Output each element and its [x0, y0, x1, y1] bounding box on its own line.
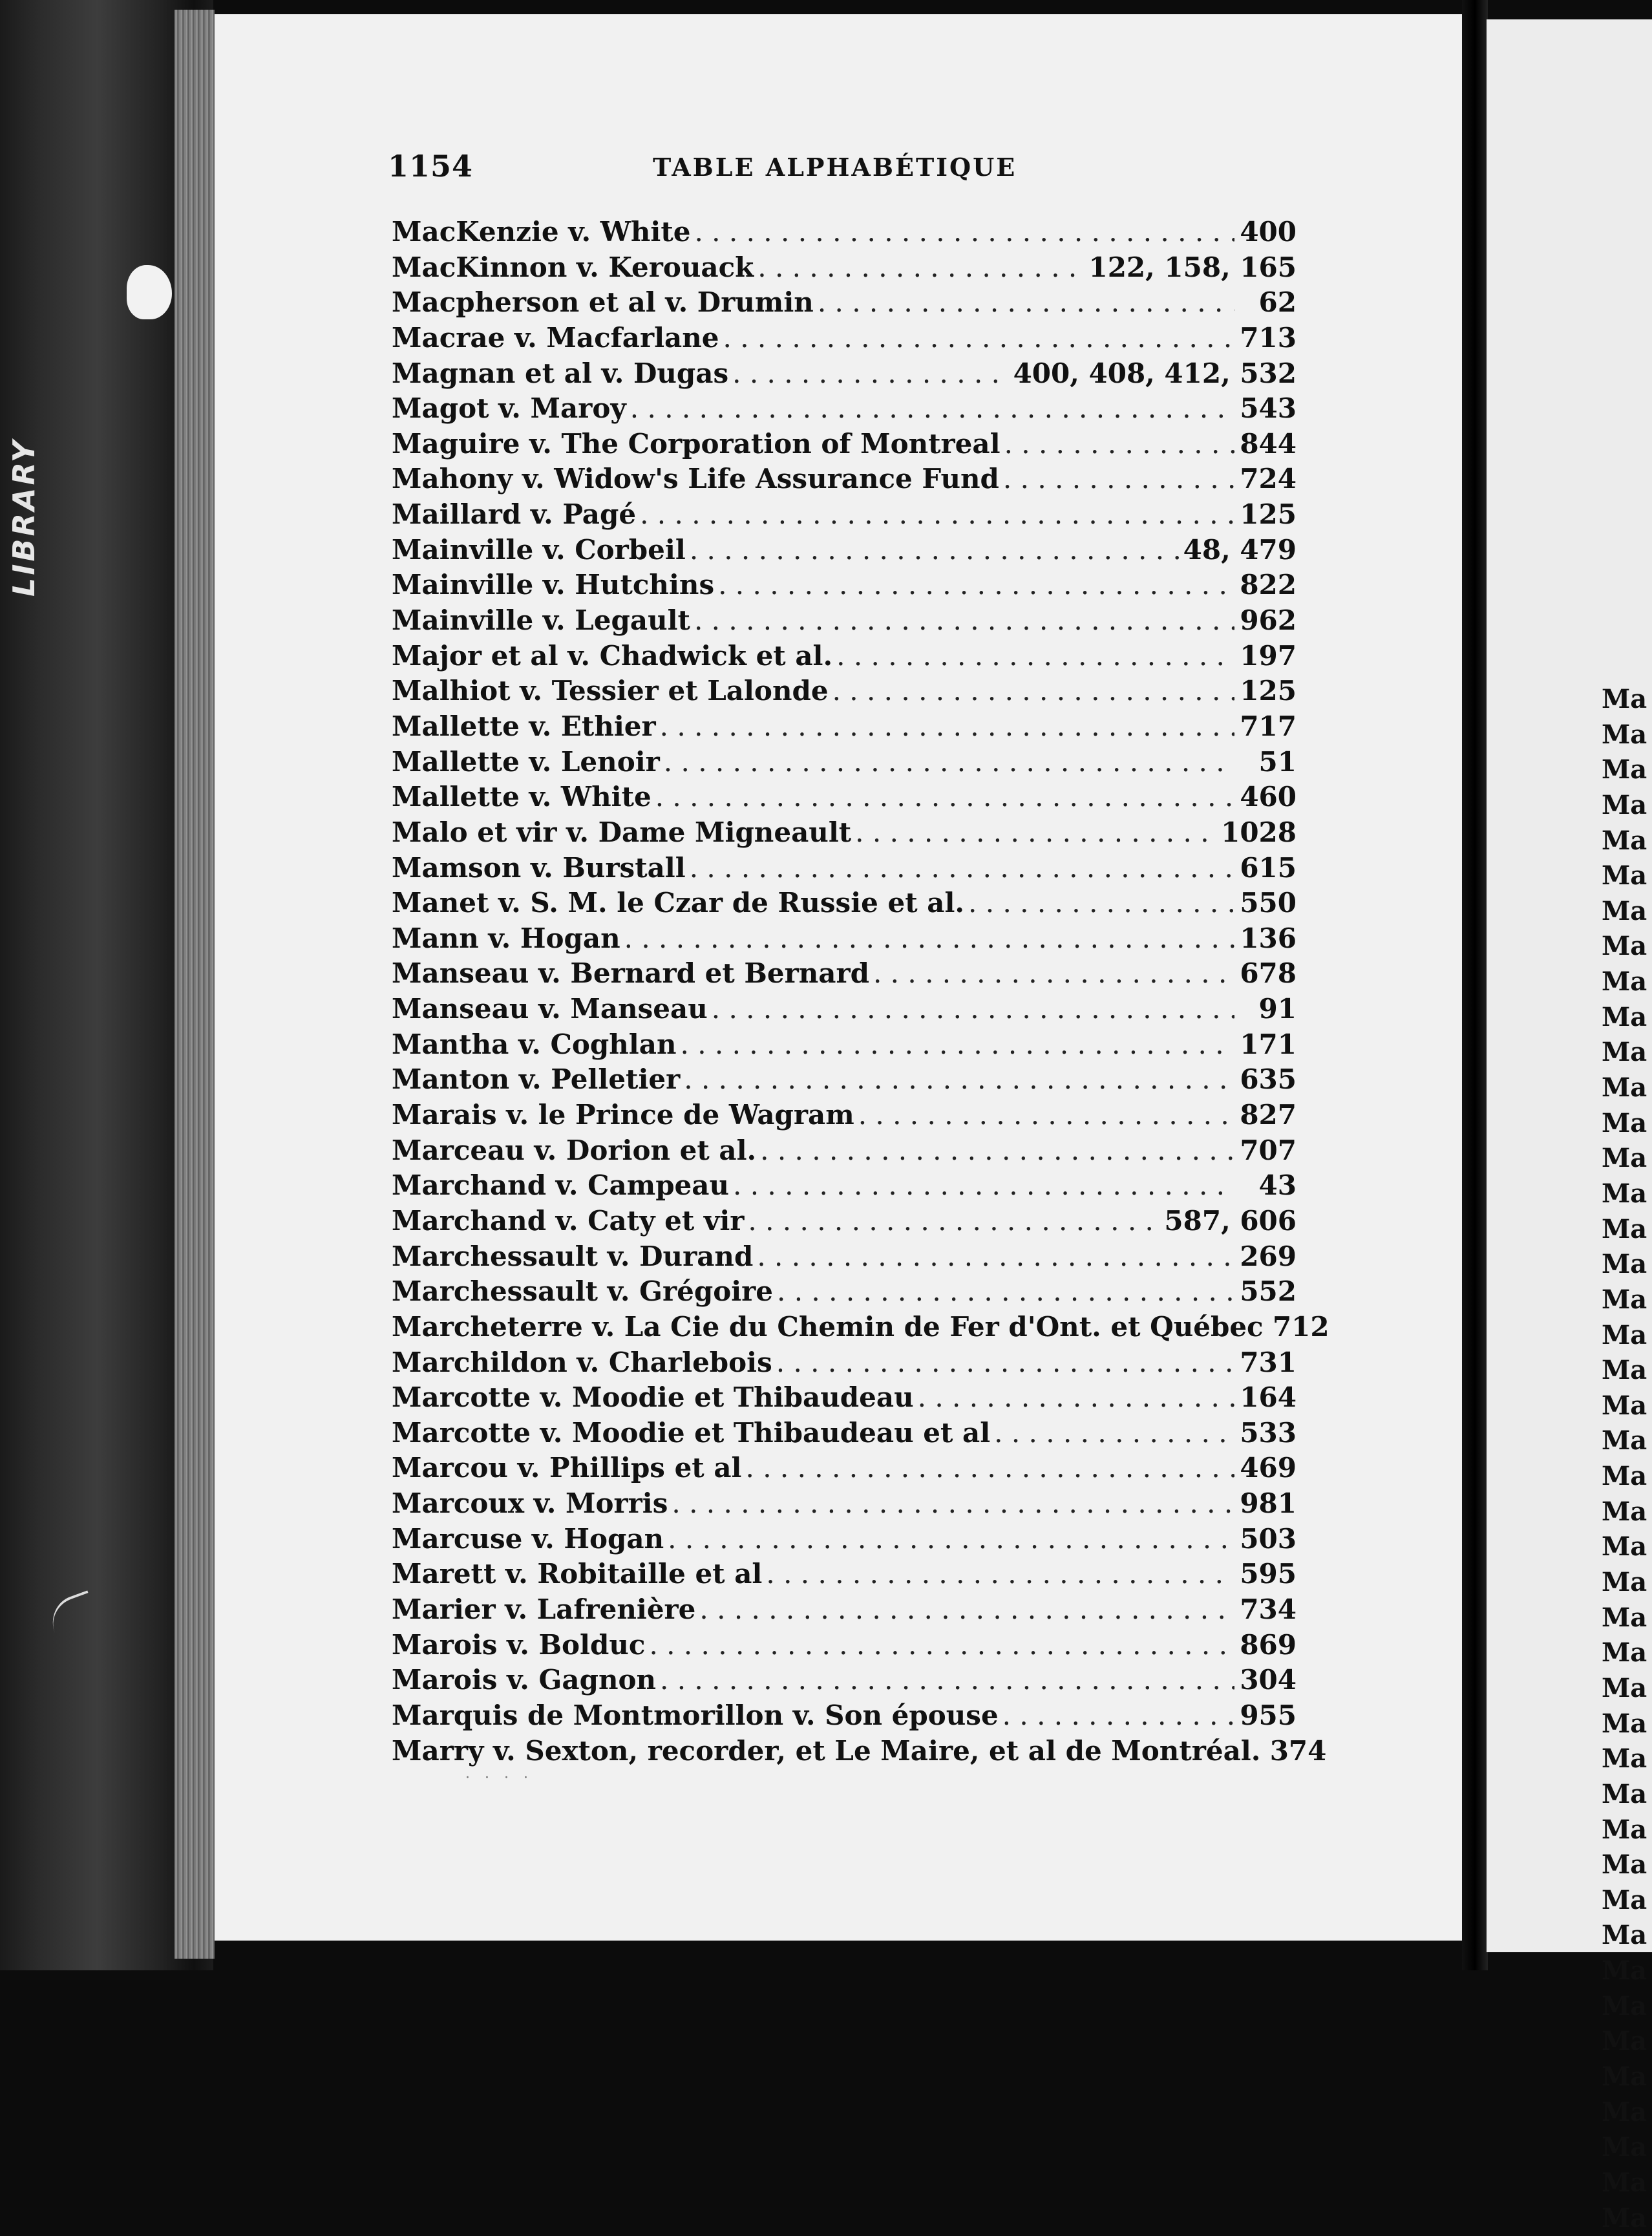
- page-reference: 43: [1258, 1169, 1297, 1202]
- dot-leader: [873, 956, 1234, 992]
- case-name: Malhiot v. Tessier et Lalonde: [392, 675, 829, 707]
- dot-leader: [855, 815, 1217, 851]
- facing-page-fragment: Ma: [1602, 2096, 1647, 2127]
- dot-leader: [766, 1557, 1234, 1592]
- case-name: Marois v. Gagnon: [392, 1664, 657, 1696]
- facing-page-fragment: Ma: [1602, 1672, 1647, 1703]
- case-name: Mallette v. White: [392, 781, 651, 813]
- index-entry: [392, 1557, 1297, 1592]
- dot-leader: [748, 1204, 1160, 1239]
- dot-leader: [723, 321, 1234, 356]
- dot-leader: [1003, 462, 1234, 497]
- running-title: TABLE ALPHABÉTIQUE: [653, 153, 1017, 182]
- index-entry: [392, 956, 1297, 992]
- case-name: Marois v. Bolduc: [392, 1628, 646, 1661]
- index-entry: [392, 250, 1297, 286]
- case-name: Marcheterre v. La Cie du Chemin de Fer d'Ont. et Québec: [392, 1310, 1264, 1343]
- dot-leader: [690, 851, 1234, 886]
- facing-page-fragment: Ma: [1602, 1814, 1647, 1845]
- facing-page-fragment: Ma: [1602, 1213, 1647, 1244]
- page-reference: 136: [1240, 922, 1297, 954]
- index-entry: [392, 674, 1297, 709]
- index-entry: [392, 1239, 1297, 1275]
- page-reference: 717: [1240, 710, 1297, 742]
- index-entry: [392, 1380, 1297, 1416]
- facing-page-fragment: Ma: [1602, 931, 1647, 962]
- index-entry: [392, 1592, 1297, 1628]
- facing-page-fragment: Ma: [1602, 1602, 1647, 1633]
- facing-page-fragment: Ma: [1602, 1743, 1647, 1774]
- case-name: Macpherson et al v. Drumin: [392, 286, 814, 319]
- dot-leader: [718, 568, 1234, 603]
- case-name: Marcoux v. Morris: [392, 1487, 668, 1520]
- case-name: Mamson v. Burstall: [392, 851, 686, 884]
- case-name: MacKenzie v. White: [392, 216, 691, 248]
- facing-page-fragment: Ma: [1602, 1249, 1647, 1280]
- facing-page-fragment: Ma: [1602, 1143, 1647, 1174]
- case-name: Marier v. Lafrenière: [392, 1593, 696, 1625]
- index-entries: [392, 215, 1329, 1769]
- page-reference: 955: [1240, 1699, 1297, 1731]
- facing-page-fragment: Ma: [1602, 1284, 1647, 1315]
- case-name: Mallette v. Ethier: [392, 710, 656, 742]
- case-name: Marquis de Montmorillon v. Son épouse: [392, 1699, 999, 1731]
- case-name: Malo et vir v. Dame Migneault: [392, 816, 852, 848]
- dot-leader: [1004, 427, 1234, 462]
- page-reference: 400: [1240, 216, 1297, 248]
- facing-page-fragment: Ma: [1602, 789, 1647, 820]
- index-entry: [392, 1416, 1297, 1451]
- page-reference: 724: [1240, 463, 1297, 495]
- page-reference: 304: [1240, 1664, 1297, 1696]
- page-reference: 713: [1240, 321, 1297, 354]
- page-reference: 171: [1240, 1028, 1297, 1060]
- case-name: Mainville v. Corbeil: [392, 533, 686, 566]
- dot-leader: [746, 1451, 1235, 1486]
- facing-page-fragment: Ma: [1602, 1920, 1647, 1951]
- case-name: Mallette v. Lenoir: [392, 745, 660, 778]
- facing-page-fragment: Ma: [1602, 1425, 1647, 1456]
- case-name: Marcotte v. Moodie et Thibaudeau et al: [392, 1416, 991, 1449]
- facing-page-fragment: Ma: [1602, 684, 1647, 714]
- case-name: Manseau v. Bernard et Bernard: [392, 957, 869, 990]
- dot-leader: [712, 992, 1234, 1027]
- dot-leader: [832, 674, 1234, 709]
- page-reference: 62: [1258, 286, 1297, 319]
- index-entry: [392, 285, 1297, 321]
- facing-page-fragment: Ma: [1602, 1884, 1647, 1915]
- page-reference: 707: [1240, 1134, 1297, 1166]
- page-reference: 844: [1240, 427, 1297, 460]
- index-entry: [392, 462, 1297, 497]
- index-entry: [392, 1734, 1327, 1769]
- dot-leader: [660, 709, 1234, 745]
- spine-stamp: LIBRARY: [6, 438, 41, 597]
- facing-page-fragment: Ma: [1602, 1990, 1647, 2021]
- facing-page-fragment: Ma: [1602, 2132, 1647, 2163]
- case-name: MacKinnon v. Kerouack: [392, 251, 754, 283]
- dot-leader: [694, 215, 1234, 250]
- index-entry: [392, 921, 1297, 957]
- page-reference: 552: [1240, 1275, 1297, 1308]
- page-reference: 197: [1240, 639, 1297, 672]
- dot-leader: [649, 1628, 1234, 1663]
- page-reference: 827: [1240, 1099, 1297, 1131]
- index-entry: [392, 1451, 1297, 1486]
- dot-leader: [630, 391, 1234, 427]
- page-reference: 1028: [1221, 816, 1297, 848]
- page-reference: 595: [1240, 1558, 1297, 1590]
- index-entry: [392, 1522, 1297, 1557]
- case-name: Marcou v. Phillips et al: [392, 1452, 742, 1484]
- index-entry: [392, 1486, 1297, 1522]
- page-reference: 869: [1240, 1628, 1297, 1661]
- paper-spot: [127, 265, 172, 319]
- index-entry: [392, 992, 1297, 1027]
- case-name: Marchessault v. Durand: [392, 1240, 754, 1272]
- facing-page-fragment: Ma: [1602, 966, 1647, 997]
- facing-page-fragment: Ma: [1602, 1461, 1647, 1492]
- index-entry: [392, 603, 1297, 639]
- case-name: Mahony v. Widow's Life Assurance Fund: [392, 463, 999, 495]
- page-reference: 269: [1240, 1240, 1297, 1272]
- page-reference: 587, 606: [1164, 1204, 1297, 1237]
- index-entry: [392, 851, 1297, 886]
- case-name: Magnan et al v. Dugas: [392, 357, 729, 389]
- index-entry: [392, 1345, 1297, 1381]
- facing-page-fragment: Ma: [1602, 1319, 1647, 1350]
- page-reference: 503: [1240, 1522, 1297, 1555]
- case-name: Maguire v. The Corporation of Montreal: [392, 427, 1001, 460]
- page-reference: 543: [1240, 392, 1297, 425]
- index-entry: [392, 391, 1297, 427]
- index-entry: [392, 745, 1297, 780]
- index-entry: [392, 1663, 1297, 1698]
- facing-page-fragment: Ma: [1602, 1567, 1647, 1598]
- case-name: Marais v. le Prince de Wagram: [392, 1099, 854, 1131]
- page-reference: 731: [1240, 1346, 1297, 1378]
- facing-page-fragment: Ma: [1602, 1072, 1647, 1103]
- case-name: Marchand v. Campeau: [392, 1169, 730, 1202]
- dot-leader: [757, 250, 1085, 286]
- page-reference: 962: [1240, 604, 1297, 637]
- page-reference: 125: [1240, 498, 1297, 531]
- dot-leader: [664, 745, 1234, 780]
- facing-page-fragment: Ma: [1602, 1001, 1647, 1032]
- page-reference: 678: [1240, 957, 1297, 990]
- dot-leader: [624, 921, 1234, 957]
- facing-page-fragment: Ma: [1602, 1637, 1647, 1668]
- index-entry: [392, 1628, 1297, 1663]
- page-reference: 122, 158, 165: [1088, 251, 1297, 283]
- case-name: Marchildon v. Charlebois: [392, 1346, 772, 1378]
- page-reference: 51: [1258, 745, 1297, 778]
- dot-leader: [994, 1416, 1234, 1451]
- index-entry: [392, 1027, 1297, 1063]
- facing-page-text: [1602, 682, 1652, 2236]
- page-reference: 91: [1258, 993, 1297, 1025]
- facing-page-fragment: Ma: [1602, 1955, 1647, 1986]
- facing-page-fragment: Ma: [1602, 2167, 1647, 2198]
- case-name: Marchand v. Caty et vir: [392, 1204, 745, 1237]
- dot-leader: [918, 1380, 1234, 1416]
- facing-page-fragment: Ma: [1602, 1849, 1647, 1880]
- facing-page-fragment: Ma: [1602, 2061, 1647, 2092]
- case-name: Maillard v. Pagé: [392, 498, 637, 531]
- facing-page-fragment: Ma: [1602, 1390, 1647, 1421]
- index-entry: [392, 1698, 1297, 1734]
- facing-page-fragment: Ma: [1602, 1531, 1647, 1562]
- index-entry: [392, 215, 1297, 250]
- page-reference: 400, 408, 412, 532: [1013, 357, 1297, 389]
- facing-page-fragment: Ma: [1602, 719, 1647, 750]
- dot-leader: [672, 1486, 1234, 1522]
- dot-leader: [777, 1274, 1234, 1310]
- page-reference: 374: [1269, 1734, 1327, 1767]
- page-reference: 822: [1240, 569, 1297, 601]
- page-header: [388, 149, 1280, 187]
- index-entry: [392, 639, 1297, 674]
- case-name: Marett v. Robitaille et al: [392, 1558, 763, 1590]
- index-entry: [392, 321, 1297, 356]
- index-entry: [392, 533, 1297, 568]
- dot-leader: [681, 1027, 1235, 1063]
- dot-leader: [858, 1098, 1234, 1133]
- dot-leader: [968, 886, 1234, 921]
- case-name: Macrae v. Macfarlane: [392, 321, 719, 354]
- facing-page-fragment: Ma: [1602, 1708, 1647, 1739]
- dot-leader: [818, 285, 1234, 321]
- facing-page-fragment: Ma: [1602, 2202, 1647, 2233]
- case-name: Marceau v. Dorion et al.: [392, 1134, 757, 1166]
- facing-page-fragment: Ma: [1602, 1037, 1647, 1068]
- facing-page-fragment: Ma: [1602, 1355, 1647, 1386]
- facing-page-fragment: Ma: [1602, 1496, 1647, 1527]
- case-name: Magot v. Maroy: [392, 392, 626, 425]
- case-name: Mainville v. Legault: [392, 604, 690, 637]
- case-name: Mantha v. Coghlan: [392, 1028, 677, 1060]
- facing-page-fragment: Ma: [1602, 754, 1647, 785]
- dot-leader: [760, 1133, 1234, 1169]
- page-reference: 981: [1240, 1487, 1297, 1520]
- page-reference: 125: [1240, 675, 1297, 707]
- index-entry: [392, 886, 1297, 921]
- facing-page-fragment: Ma: [1602, 825, 1647, 856]
- index-entry: [392, 709, 1297, 745]
- facing-page-fragment: Ma: [1602, 895, 1647, 926]
- facing-page-fragment: Ma: [1602, 860, 1647, 891]
- facing-page-fragment: Ma: [1602, 2026, 1647, 2057]
- page-edges: [175, 10, 215, 1959]
- index-entry: [392, 780, 1297, 815]
- page-reference: 533: [1240, 1416, 1297, 1449]
- case-name: Marcotte v. Moodie et Thibaudeau: [392, 1381, 914, 1414]
- index-entry: [392, 1204, 1297, 1239]
- case-name: Manton v. Pelletier: [392, 1063, 681, 1096]
- dot-leader: [660, 1663, 1234, 1698]
- index-entry: [392, 1310, 1329, 1345]
- dot-leader: [684, 1062, 1234, 1098]
- index-entry: [392, 427, 1297, 462]
- index-entry: [392, 1098, 1297, 1133]
- page-reference: 712: [1272, 1310, 1329, 1343]
- dot-leader: [757, 1239, 1234, 1275]
- case-name: Mainville v. Hutchins: [392, 569, 715, 601]
- page-reference: 734: [1240, 1593, 1297, 1625]
- case-name: Mann v. Hogan: [392, 922, 620, 954]
- dot-leader: [1002, 1698, 1234, 1734]
- index-entry: [392, 356, 1297, 392]
- index-entry: [392, 568, 1297, 603]
- dot-leader: [836, 639, 1234, 674]
- case-name: Manseau v. Manseau: [392, 993, 708, 1025]
- page-reference: 164: [1240, 1381, 1297, 1414]
- page-reference: 460: [1240, 781, 1297, 813]
- dot-leader: [690, 533, 1180, 568]
- facing-page-fragment: Ma: [1602, 1778, 1647, 1809]
- index-entry: [392, 1168, 1297, 1204]
- dot-leader: [732, 356, 1009, 392]
- dot-leader: [694, 603, 1234, 639]
- page-reference: 550: [1240, 887, 1297, 919]
- case-name: Marry v. Sexton, recorder, et Le Maire, et al de Montréal.: [392, 1734, 1261, 1767]
- facing-page-fragment: Ma: [1602, 1178, 1647, 1209]
- page-reference: 615: [1240, 851, 1297, 884]
- dot-leader: [776, 1345, 1234, 1381]
- page-reference: 469: [1240, 1452, 1297, 1484]
- index-entry: [392, 1274, 1297, 1310]
- index-entry: [392, 497, 1297, 533]
- index-entry: [392, 815, 1297, 851]
- dot-leader: [655, 780, 1234, 815]
- case-name: Marchessault v. Grégoire: [392, 1275, 774, 1308]
- case-name: Major et al v. Chadwick et al.: [392, 639, 833, 672]
- gutter-shadow: [1462, 0, 1488, 1970]
- index-entry: [392, 1062, 1297, 1098]
- dot-leader: [640, 497, 1234, 533]
- page-reference: 635: [1240, 1063, 1297, 1096]
- page-number: 1154: [388, 149, 474, 184]
- footer-specks: · · · ·: [465, 1770, 533, 1786]
- dot-leader: [668, 1522, 1234, 1557]
- dot-leader: [699, 1592, 1234, 1628]
- index-entry: [392, 1133, 1297, 1169]
- case-name: Marcuse v. Hogan: [392, 1522, 664, 1555]
- facing-page-fragment: Ma: [1602, 1107, 1647, 1138]
- page-reference: 48, 479: [1183, 533, 1297, 566]
- dot-leader: [733, 1168, 1234, 1204]
- case-name: Manet v. S. M. le Czar de Russie et al.: [392, 887, 965, 919]
